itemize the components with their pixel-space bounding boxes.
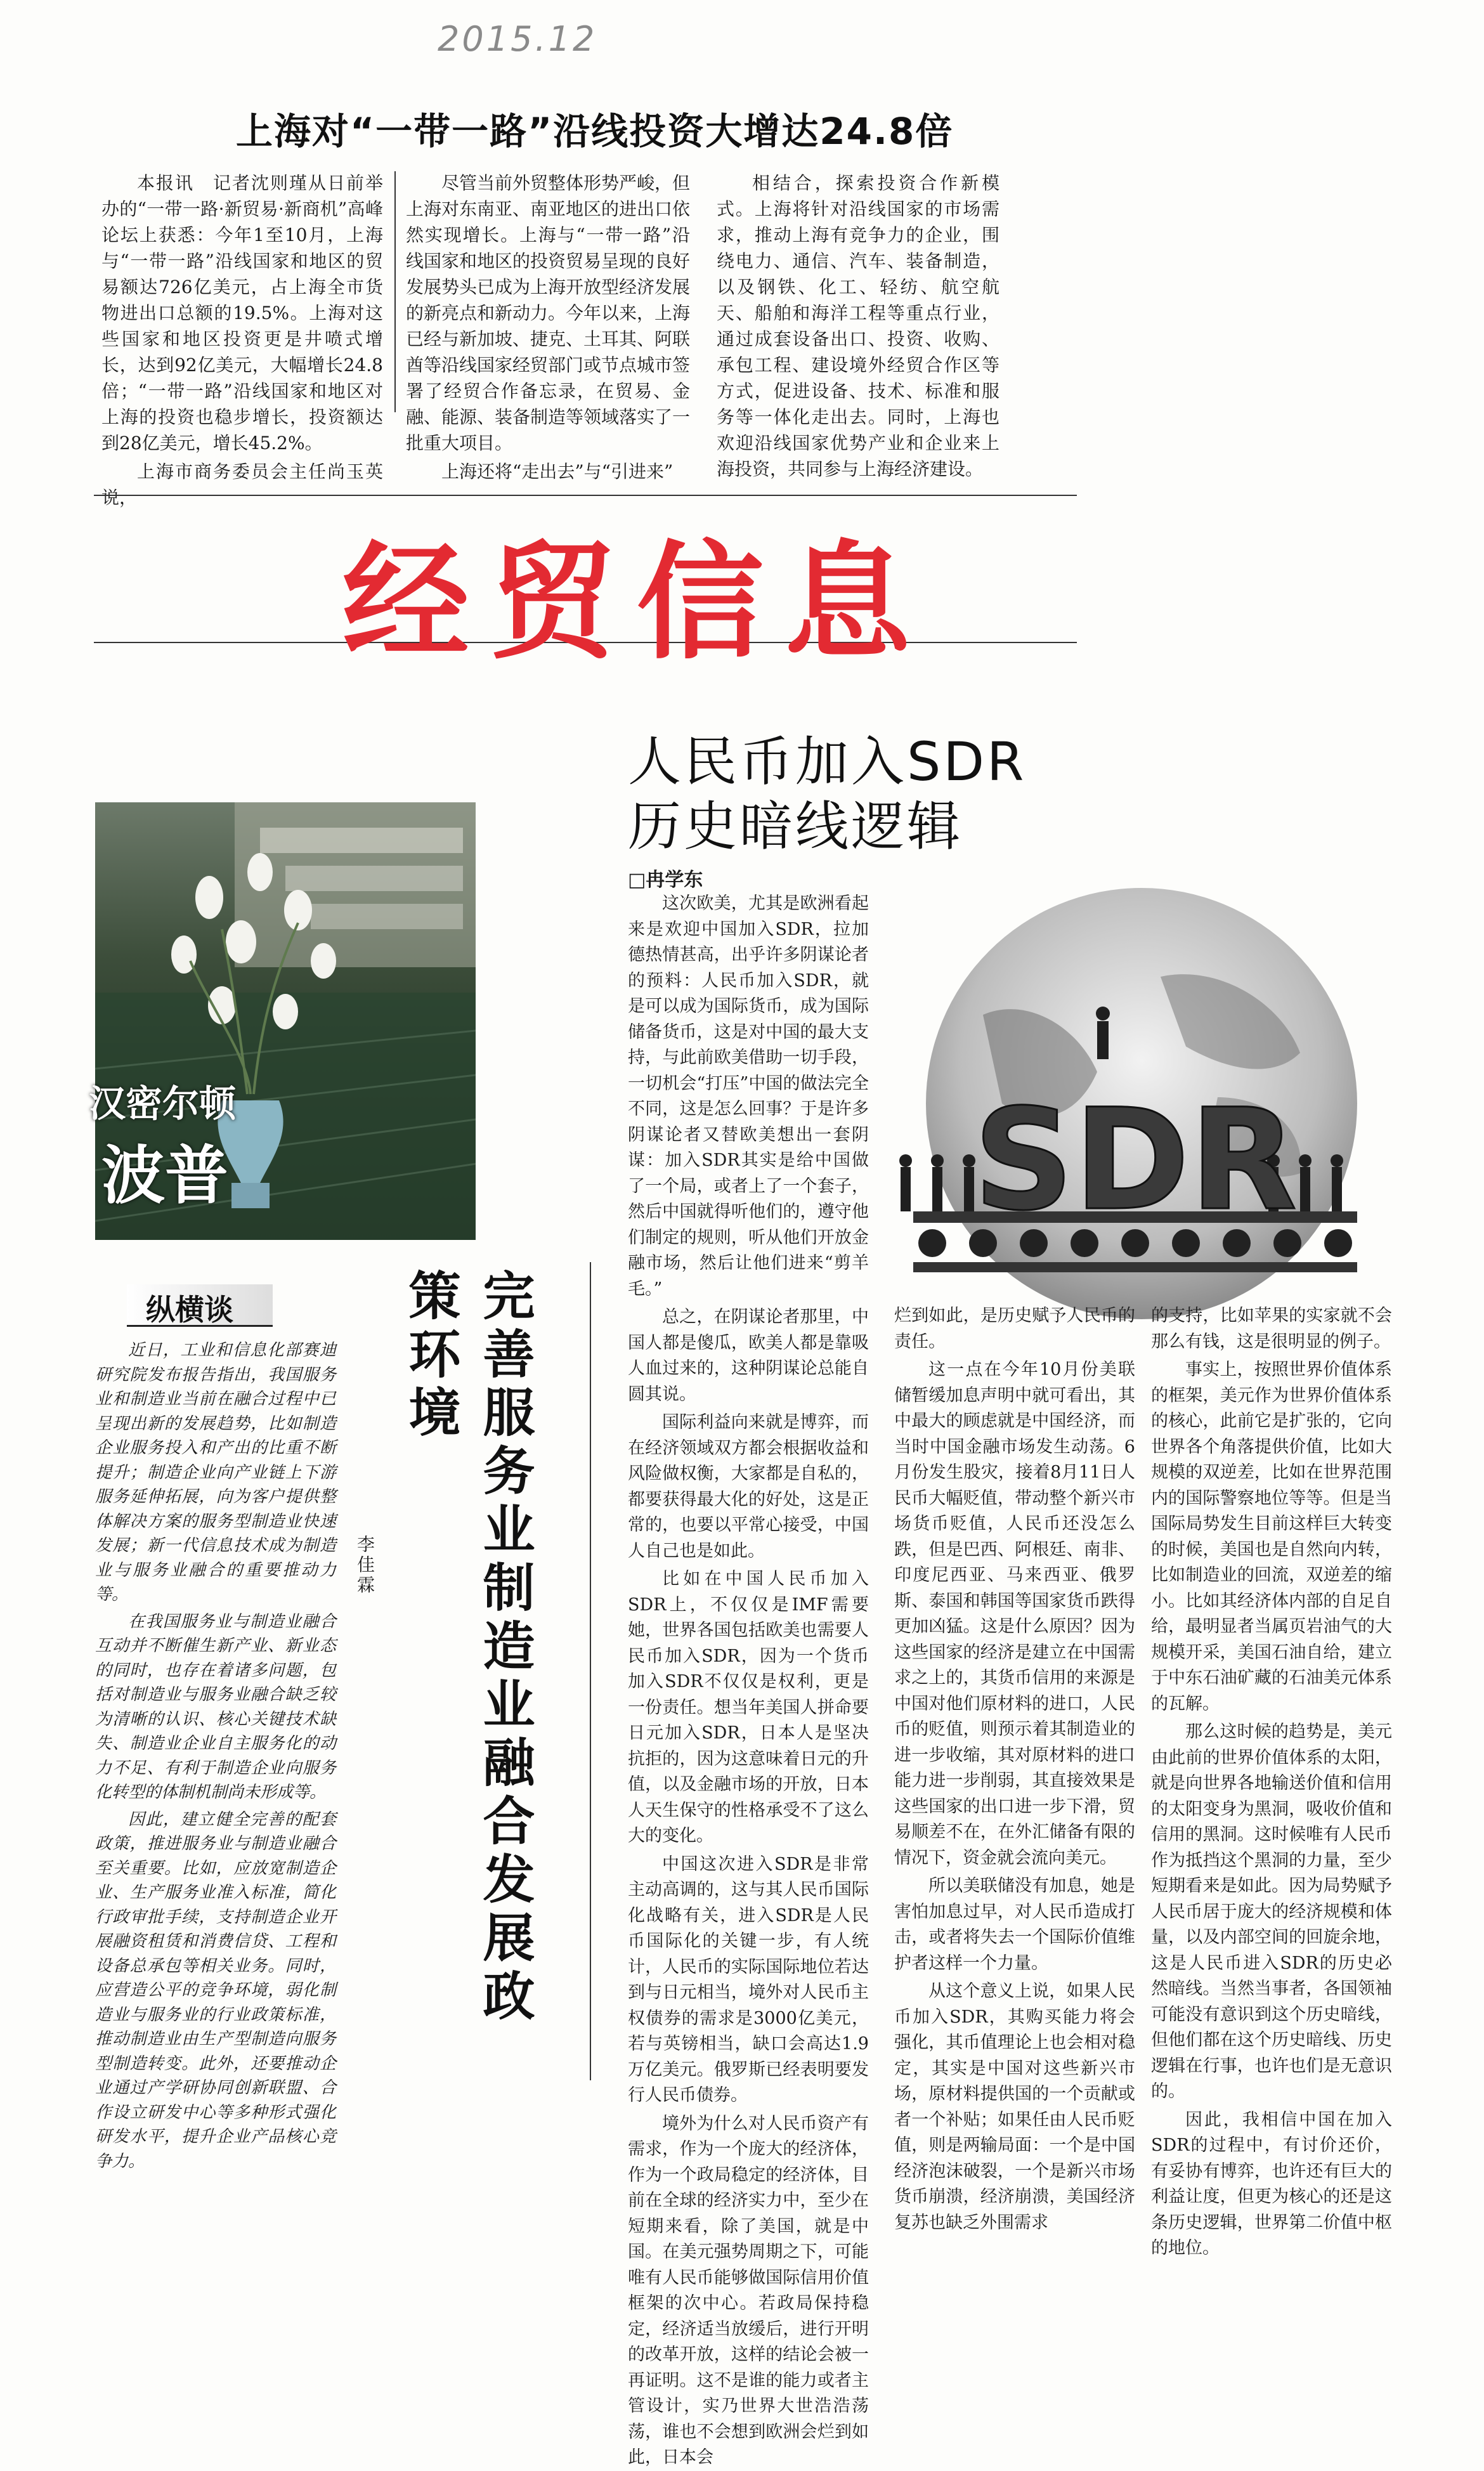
main-paragraph: 事实上，按照世界价值体系的框架，美元作为世界价值体系的核心，此前它是扩张的，它向世界各个角落提供价值，比如大规模的双逆差，比如在世界范围内的国际警察地位等等。但是当国际局势发生目前这样巨大转变的时候，美国也是自然向内转，比如制造业的回流，双逆差的缩小。比如其经济体内部的自足自给，最明显者当属页岩油气的大规模开采，美国石油自给，建立于中东石油矿藏的石油美元体系的瓦解。 <box>1151 1360 1392 1714</box>
top-col1-paragraph: 上海市商务委员会主任尚玉英说， <box>101 461 383 508</box>
main-paragraph: 从这个意义上说，如果人民币加入SDR，其购买能力将会强化，其币值理论上也会相对稳定，其实是中国对这些新兴市场，原材料提供国的一个贡献或者一个补贴；如果任由人民币贬值，则是两输局面：一个是中国经济泡沫破裂，一个是新兴市场货币崩溃，经济崩溃，美国经济复苏也缺乏外围需求 <box>894 1981 1135 2233</box>
main-col-c <box>1151 1303 1392 2258</box>
column-rule <box>590 1262 591 2080</box>
main-author: □冉学东 <box>628 869 703 891</box>
top-col2-paragraph: 尽管当前外贸整体形势严峻，但上海对东南亚、南亚地区的进出口依然实现增长。上海与“一带一路”沿线国家和地区的投资贸易呈现的良好发展势头已成为上海开放型经济发展的新亮点和新动力。今年以来，上海已经与新加坡、捷克、土耳其、阿联酋等沿线国家经贸部门或节点城市签署了经贸合作备忘录，在贸易、金融、能源、装备制造等领域落实了一批重大项目。 <box>406 173 691 453</box>
top-col1-paragraph: 本报讯 记者沈则瑾从日前举办的“一带一路·新贸易·新商机”高峰论坛上获悉：今年1至10月，上海与“一带一路”沿线国家和地区的贸易额达726亿美元，占上海全市货物进出口总额的19.5%。上海对这些国家和地区投资更是井喷式增长，达到92亿美元，大幅增长24.8倍；“一带一路”沿线国家和地区对上海的投资也稳步增长，投资额达到28亿美元，增长45.2%。 <box>101 173 383 453</box>
photo-caption-line2: 波普 <box>101 1138 228 1213</box>
left-article-paragraph: 近日，工业和信息化部赛迪研究院发布报告指出，我国服务业和制造业当前在融合过程中已呈现出新的发展趋势，比如制造企业服务投入和产出的比重不断提升；制造企业向产业链上下游服务延伸拓展，向为客户提供整体解决方案的服务型制造业快速发展；新一代信息技术成为制造业与服务业融合的重要推动力等。 <box>95 1341 336 1604</box>
main-paragraph: 所以美联储没有加息，她是害怕加息过早，对人民币造成打击，或者将失去一个国际价值维护者这样一个力量。 <box>894 1876 1135 1973</box>
top-col3-paragraph: 相结合，探索投资合作新模式。上海将针对沿线国家的市场需求，推动上海有竞争力的企业，围绕电力、通信、汽车、装备制造，以及钢铁、化工、轻纺、航空航天、船舶和海洋工程等重点行业，通过成套设备出口、投资、收购、承包工程、建设境外经贸合作区等方式，促进设备、技术、标准和服务等一体化走出去。同时，上海也欢迎沿线国家优势产业和企业来上海投资，共同参与上海经济建设。 <box>717 173 999 479</box>
main-paragraph: 那么这时候的趋势是，美元由此前的世界价值体系的太阳，就是向世界各地输送价值和信用的太阳变身为黑洞，吸收价值和信用的黑洞。这时候唯有人民币作为抵挡这个黑洞的力量，至少短期看来是如此。因为局势赋予人民币居于庞大的经济规模和体量，以及内部空间的回旋余地，这是人民币进入SDR的历史必然暗线。当然当事者，各国领袖可能没有意识到这个历史暗线，但他们都在这个历史暗线、历史逻辑在行事，也许也们是无意识的。 <box>1151 1722 1392 2101</box>
main-paragraph: 的支持，比如苹果的实家就不会那么有钱，这是很明显的例子。 <box>1151 1306 1392 1352</box>
main-col-a <box>628 891 869 2467</box>
column-rule <box>394 171 396 412</box>
main-title-line1: 人民币加入SDR <box>628 731 1027 793</box>
left-article-body <box>95 1338 336 2171</box>
main-paragraph: 这次欧美，尤其是欧洲看起来是欢迎中国加入SDR，拉加德热情甚高，出乎许多阴谋论者的预料：人民币加入SDR，就是可以成为国际货币，成为国际储备货币，这是对中国的最大支持，与此前欧美借助一切手段，一切机会“打压”中国的做法完全不同，这是怎么回事？于是许多阴谋论者又替欧美想出一套阴谋：加入SDR其实是给中国做了一个局，或者上了一个套子，然后中国就得听他们的，遵守他们制定的规则，听从他们开放金融市场，然后让他们进来“剪羊毛。” <box>628 894 869 1299</box>
left-article-author: 李佳霖 <box>355 1535 375 1596</box>
main-paragraph: 这一点在今年10月份美联储暂缓加息声明中就可看出，其中最大的顾虑就是中国经济，而当时中国金融市场发生动荡。6月份发生股灾，接着8月11日人民币大幅贬值，带动整个新兴市场货币贬值，人民币还没怎么跌，但是巴西、阿根廷、南非、印度尼西亚、马来西亚、俄罗斯、泰国和韩国等国家货币跌得更加凶猛。这是什么原因？因为这些国家的经济是建立在中国需求之上的，其货币信用的来源是中国对他们原材料的进口，人民币的贬值，则预示着其制造业的进一步收缩，其对原材料的进口能力进一步削弱，其直接效果是这些国家的出口进一步下滑，贸易顺差不在，在外汇储备有限的情况下，资金就会流向美元。 <box>894 1360 1135 1868</box>
main-paragraph: 中国这次进入SDR是非常主动高调的，这与其人民币国际化战略有关，进入SDR是人民币国际化的关键一步，有人统计，人民币的实际国际地位若达到与日元相当，境外对人民币主权债券的需求是3000亿美元，若与英镑相当，缺口会高达1.9万亿美元。俄罗斯已经表明要发行人民币债券。 <box>628 1854 869 2105</box>
main-col-b <box>894 1303 1135 2233</box>
column-tag: 纵横谈 <box>146 1293 233 1327</box>
photo-caption-line1: 汉密尔顿 <box>89 1082 237 1125</box>
left-article-paragraph: 在我国服务业与制造业融合互动并不断催生新产业、新业态的同时，也存在着诸多问题，包括对制造业与服务业融合缺乏较为清晰的认识、核心关键技术缺失、制造业企业自主服务化的动力不足、有利于制造企业向服务化转型的体制机制尚未形成等。 <box>95 1612 336 1802</box>
column-tag-box <box>127 1284 273 1327</box>
top-col2-paragraph: 上海还将“走出去”与“引进来” <box>441 461 674 482</box>
handwritten-date: 2015.12 <box>438 19 597 59</box>
main-paragraph: 因此，我相信中国在加入SDR的过程中，有讨价还价，有妥协有博弈，也许还有巨大的利益让度，但更为核心的还是这条历史逻辑，世界第二价值中枢的地位。 <box>1151 2109 1392 2258</box>
main-paragraph: 境外为什么对人民币资产有需求，作为一个庞大的经济体，作为一个政局稳定的经济体，目前在全球的经济实力中，至少在短期来看，除了美国，就是中国。在美元强势周期之下，可能唯有人民币能够做国际信用价值框架的次中心。若政局保持稳定，经济适当放缓后，进行开明的改革开放，这样的结论会被一再证明。这不是谁的能力或者主管设计，实乃世界大世浩浩荡荡，谁也不会想到欧洲会烂到如此，日本会 <box>628 2113 869 2467</box>
top-headline: 上海对“一带一路”沿线投资大增达24.8倍 <box>236 110 954 153</box>
photo-interior <box>89 802 476 1240</box>
top-article-col3 <box>717 170 999 479</box>
sdr-letters: SDR <box>973 1079 1298 1241</box>
main-title-line2: 历史暗线逻辑 <box>628 795 963 857</box>
section-title: 经贸信息 <box>342 529 932 677</box>
left-article-paragraph: 因此，建立健全完善的配套政策，推进服务业与制造业融合至关重要。比如，应放宽制造企业、生产服务业准入标准，简化行政审批手续，支持制造企业开展融资租赁和消费信贷、工程和设备总承包等相关业务。同时，应营造公平的竞争环境，弱化制造业与服务业的行业政策标准，推动制造业由生产型制造向服务型制造转变。此外，还要推动企业通过产学研协同创新联盟、合作设立研发中心等多种形式强化研发水平，提升企业产品核心竞争力。 <box>95 1809 336 2171</box>
main-paragraph: 国际利益向来就是博弈，而在经济领域双方都会根据收益和风险做权衡，大家都是自私的，都要获得最大化的好处，这是正常的，也要以平常心接受，中国人自己也是如此。 <box>628 1412 869 1561</box>
sdr-illustration-art <box>888 888 1383 1294</box>
top-article-col2 <box>406 170 691 482</box>
main-paragraph: 烂到如此，是历史赋予人民币的责任。 <box>894 1306 1135 1352</box>
top-article-col1 <box>101 170 383 508</box>
main-paragraph: 总之，在阴谋论者那里，中国人都是傻瓜，欧美人都是靠吸人血过来的，这种阴谋论总能自圆其说。 <box>628 1307 869 1404</box>
main-paragraph: 比如在中国人民币加入SDR上，不仅仅是IMF需要她，世界各国包括欧美也需要人民币加入SDR，因为一个货币加入SDR不仅仅是权利，更是一份责任。想当年美国人拼命要日元加入SDR，日本人是坚决抗拒的，因为这意味着日元的升值，以及金融市场的开放，日本人天生保守的性格承受不了这么大的变化。 <box>628 1569 869 1846</box>
left-article-title: 完善服务业制造业融合发展政策环境 <box>400 1268 535 2027</box>
sdr-illustration <box>888 888 1383 1294</box>
